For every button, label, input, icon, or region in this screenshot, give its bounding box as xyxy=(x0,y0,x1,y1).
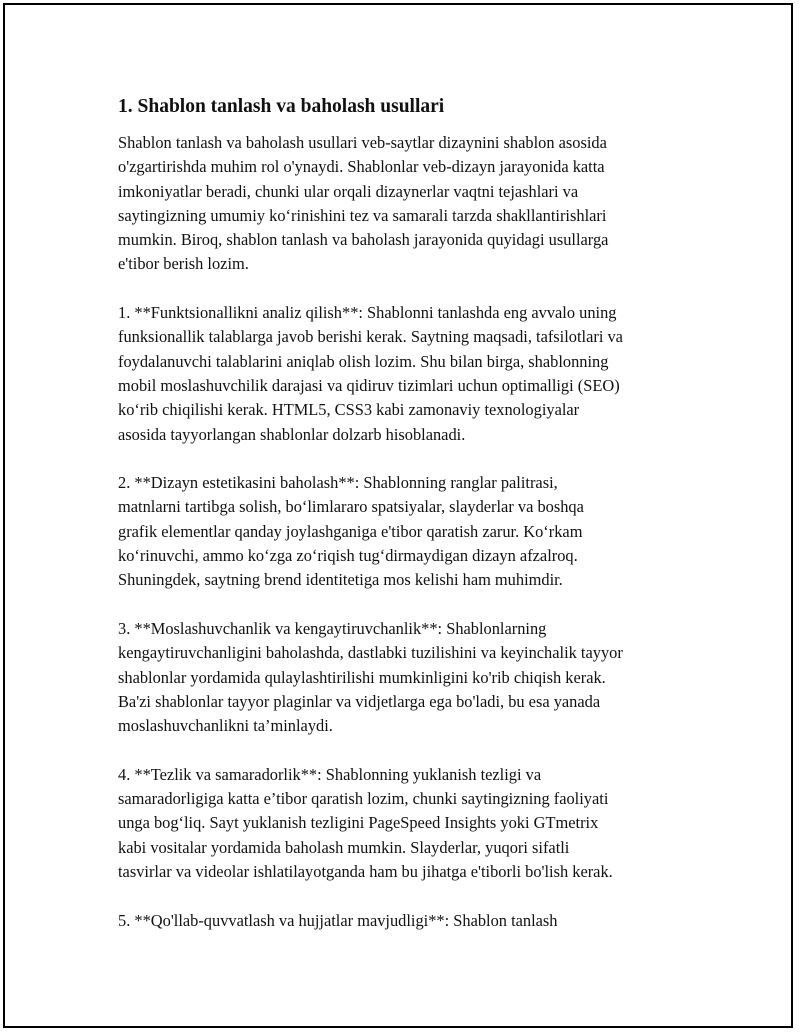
text-line: ko‘rinuvchi, ammo ko‘zga zo‘riqish tug‘dirmaydigan dizayn afzalroq. xyxy=(118,546,578,566)
text-line: moslashuvchanlikni ta’minlaydi. xyxy=(118,716,333,736)
text-line: 5. **Qo'llab-quvvatlash va hujjatlar mavjudligi**: Shablon tanlash xyxy=(118,910,558,930)
paragraph-item-3 xyxy=(118,617,693,738)
text-line: grafik elementlar qanday joylashganiga e'tibor qaratish zarur. Ko‘rkam xyxy=(118,521,583,541)
text-line: o'zgartirishda muhim rol o'ynaydi. Shablonlar veb-dizayn jarayonida katta xyxy=(118,157,605,177)
text-line: shablonlar yordamida qulaylashtirilishi mumkinligini ko'rib chiqish kerak. xyxy=(118,667,606,687)
text-line: Ba'zi shablonlar tayyor plaginlar va vidjetlarga ega bo'ladi, bu esa yanada xyxy=(118,691,601,711)
text-line: funksionallik talablarga javob berishi kerak. Saytning maqsadi, tafsilotlari va xyxy=(118,327,623,347)
paragraph-item-2 xyxy=(118,471,693,592)
paragraph-item-4 xyxy=(118,763,693,884)
text-line: mobil moslashuvchilik darajasi va qidiruv tizimlari uchun optimalligi (SEO) xyxy=(118,375,620,395)
section-heading: 1. Shablon tanlash va baholash usullari xyxy=(118,96,445,117)
document-body xyxy=(118,95,693,957)
text-line: asosida tayyorlangan shablonlar dolzarb hisoblanadi. xyxy=(118,424,466,444)
text-line: foydalanuvchi talablarini aniqlab olish lozim. Shu bilan birga, shablonning xyxy=(118,351,609,371)
paragraph-item-1 xyxy=(118,301,693,447)
text-line: matnlarni tartibga solish, bo‘limlararo spatsiyalar, slayderlar va boshqa xyxy=(118,497,584,517)
text-line: mumkin. Biroq, shablon tanlash va baholash jarayonida quyidagi usullarga xyxy=(118,230,609,250)
text-line: imkoniyatlar beradi, chunki ular orqali dizaynerlar vaqtni tejashlari va xyxy=(118,181,579,201)
text-line: samaradorligiga katta e’tibor qaratish lozim, chunki saytingizning faoliyati xyxy=(118,789,609,809)
text-line: tasvirlar va videolar ishlatilayotganda ham bu jihatga e'tiborli bo'lish kerak. xyxy=(118,861,613,881)
paragraph-intro xyxy=(118,131,693,277)
text-line: 1. **Funktsionallikni analiz qilish**: Shablonni tanlashda eng avvalo uning xyxy=(118,303,617,323)
text-line: 4. **Tezlik va samaradorlik**: Shablonning yuklanish tezligi va xyxy=(118,764,542,784)
text-line: kabi vositalar yordamida baholash mumkin. Slayderlar, yuqori sifatli xyxy=(118,837,570,857)
text-line: unga bog‘liq. Sayt yuklanish tezligini PageSpeed Insights yoki GTmetrix xyxy=(118,813,599,833)
paragraph-item-5 xyxy=(118,909,693,933)
text-line: Shablon tanlash va baholash usullari veb-saytlar dizaynini shablon asosida xyxy=(118,133,607,152)
text-line: saytingizning umumiy ko‘rinishini tez va samarali tarzda shakllantirishlari xyxy=(118,205,607,225)
text-line: Shuningdek, saytning brend identitetiga mos kelishi ham muhimdir. xyxy=(118,570,563,590)
text-line: 2. **Dizayn estetikasini baholash**: Shablonning ranglar palitrasi, xyxy=(118,473,558,493)
text-line: e'tibor berish lozim. xyxy=(118,254,249,274)
text-line: ko‘rib chiqilishi kerak. HTML5, CSS3 kabi zamonaviy texnologiyalar xyxy=(118,400,580,420)
text-line: 3. **Moslashuvchanlik va kengaytiruvchanlik**: Shablonlarning xyxy=(118,618,547,638)
text-line: kengaytiruvchanligini baholashda, dastlabki tuzilishini va keyinchalik tayyor xyxy=(118,643,623,663)
